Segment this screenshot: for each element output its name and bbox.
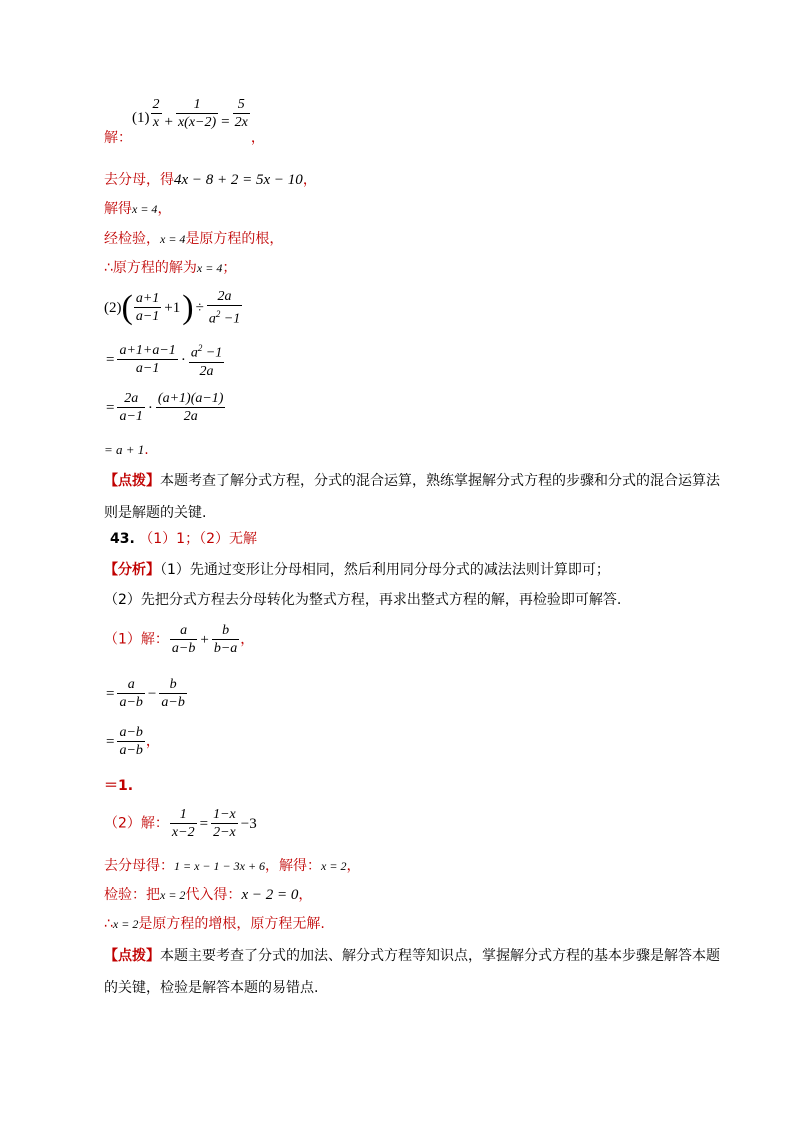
part1-equation: 解：(1) $\frac{2}{x}$ + $\frac{1}{x(x-2)}$ = $\frac{5}{2x}$ ， [104, 97, 265, 146]
fraction: $\frac{2a}{a-1}$ [119, 391, 143, 424]
fraction: $\frac{b}{a-b}$ [161, 677, 185, 710]
jie-label: 解： [104, 130, 132, 146]
hint-tag: 【点拨】 [104, 473, 160, 489]
q1-step-2: = $\frac{a-b}{a-b}$ ， [106, 725, 160, 758]
simplify-step-1: = $\frac{a+1+a-1}{a-1}$ · $\frac{a^2 -1}{2a}$ [104, 340, 225, 380]
fraction: $\frac{a}{a-b}$ [119, 677, 143, 710]
step-solve: 解得x = 4， [104, 201, 172, 217]
hint-paragraph-2: 【点拨】本题主要考查了分式的加法、解分式方程等知识点，掌握解分式方程的基本步骤是解答本题的关键，检验是解答本题的易错点. [104, 948, 720, 996]
q1-expression: （1）解： $\frac{a}{a-b}$ + $\frac{b}{b-a}$ ， [104, 623, 255, 656]
hint-paragraph-1: 【点拨】本题考查了解分式方程，分式的混合运算，熟练掌握解分式方程的步骤和分式的混合运算法则是解题的关键. [104, 473, 720, 521]
fraction: $\frac{a^2 -1}{2a}$ [189, 340, 224, 380]
analysis-line-2: （2）先把分式方程去分母转化为整式方程，再求出整式方程的解，再检验即可解答. [104, 592, 622, 608]
step-solution: ∴原方程的解为x = 4； [104, 260, 237, 276]
fraction: $\frac{2a}{a^2 -1}$ [208, 289, 241, 327]
q2-step-3: ∴x = 2是原方程的增根，原方程无解. [104, 916, 325, 932]
q2-step-2: 检验：把x = 2代入得：x − 2 = 0， [104, 887, 313, 903]
fraction: $\frac{1}{x-2}$ [171, 807, 195, 840]
q2-step-1: 去分母得：1 = x − 1 − 3x + 6，解得：x = 2， [104, 858, 361, 874]
q1-result: ＝1. [104, 778, 134, 794]
step-clear-denominator: 去分母，得4x − 8 + 2 = 5x − 10， [104, 172, 317, 188]
fraction: $\frac{1}{x(x-2)}$ [177, 97, 217, 130]
simplify-step-3: = a + 1. [104, 442, 149, 458]
fraction: $\frac{5}{2x}$ [234, 97, 248, 130]
simplify-step-2: = $\frac{2a}{a-1}$ · $\frac{(a+1)(a-1)}{2a}$ [106, 391, 224, 424]
q2-equation: （2）解： $\frac{1}{x-2}$ = $\frac{1-x}{2-x}$ −3 [104, 807, 257, 840]
fraction: $\frac{a+1+a-1}{a-1}$ [119, 343, 176, 377]
fraction: $\frac{a-b}{a-b}$ [119, 725, 143, 758]
analysis-line-1: 【分析】（1）先通过变形让分母相同，然后利用同分母分式的减法法则计算即可； [104, 562, 610, 578]
hint-tag: 【点拨】 [104, 948, 160, 964]
fraction: $\frac{b}{b-a}$ [213, 623, 238, 656]
q1-step-1: = $\frac{a}{a-b}$ − $\frac{b}{a-b}$ [106, 677, 185, 710]
step-check: 经检验，x = 4是原方程的根， [104, 231, 284, 247]
fraction: $\frac{a+1}{a-1}$ [135, 291, 160, 325]
fraction: $\frac{(a+1)(a-1)}{2a}$ [157, 391, 224, 424]
fraction: $\frac{a}{a-b}$ [171, 623, 196, 656]
part-label-1: (1) [132, 110, 150, 126]
part2-expression: (2)( $\frac{a+1}{a-1}$ +1) ÷ $\frac{2a}{a^2 -1}$ [104, 288, 241, 327]
question-43-answer: 43. （1）1；（2）无解 [110, 531, 257, 547]
fraction: $\frac{1-x}{2-x}$ [213, 807, 236, 840]
fraction: $\frac{2}{x}$ [152, 97, 160, 130]
